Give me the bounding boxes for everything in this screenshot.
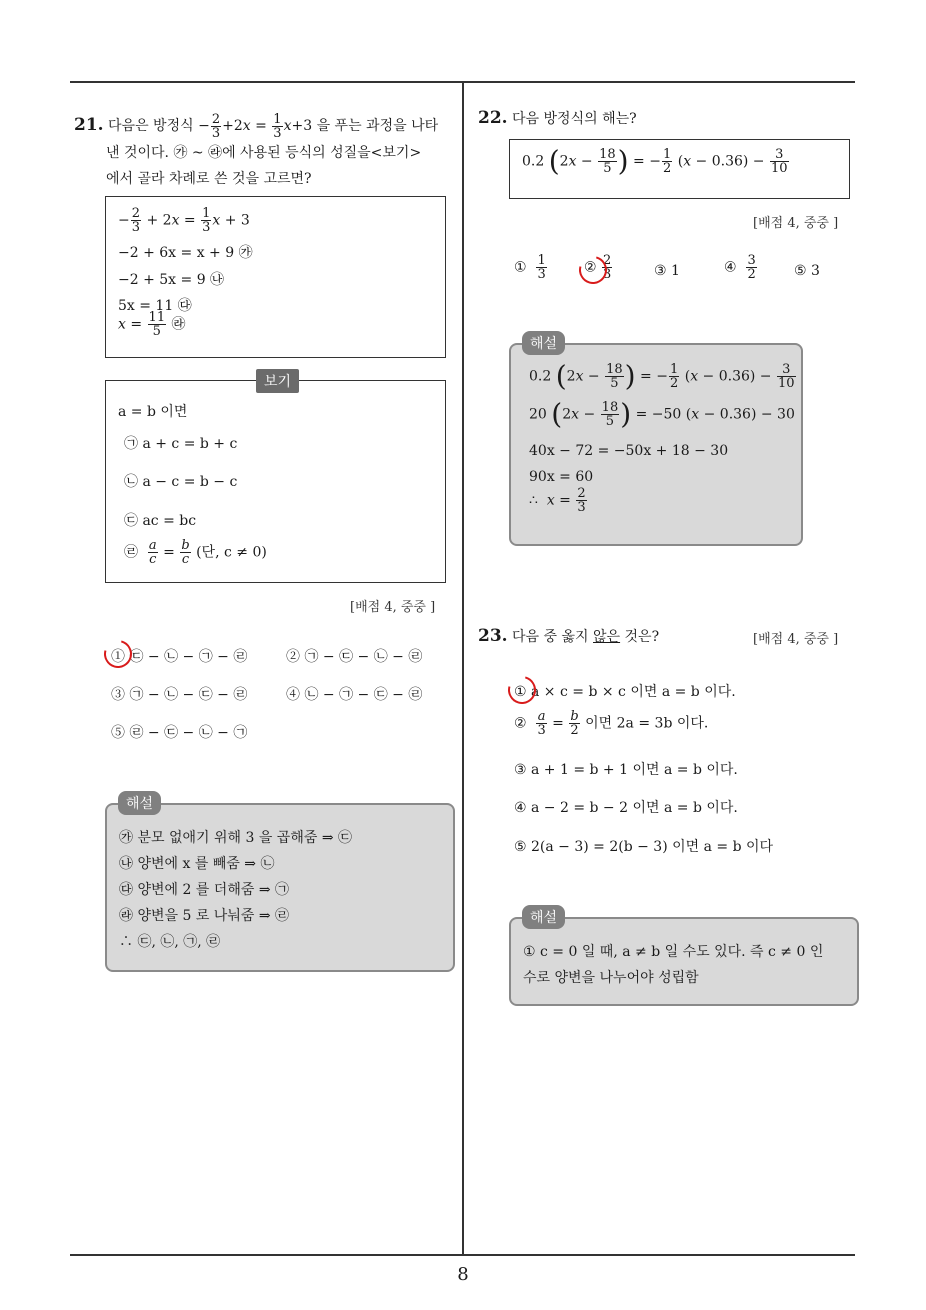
q23-question: 23. 다음 중 옳지 않은 것은?	[478, 626, 660, 646]
q21-haesul-tag: 해설	[118, 791, 161, 815]
q21-bogi-item-0: ㉠ a + c = b + c	[124, 436, 238, 452]
q22-choice-5[interactable]: ⑤ 3	[794, 263, 820, 279]
q22-haesul-line-1: 20 (2x − $\frac{18}{5}$ ) = −50 (x − 0.36) − 30	[529, 397, 795, 431]
q21-haesul-line-1: ㉯ 양변에 x 를 빼줌 ⇒ ㉡	[119, 856, 275, 872]
q23-choice-5[interactable]: ⑤ 2(a − 3) = 2(b − 3) 이면 a = b 이다	[514, 839, 774, 855]
q21-step-4: x = $\frac{11}{5}$ ㉱	[118, 310, 186, 339]
q21-question: 21. 다음은 방정식 − $\frac{2}{3}$ +2x = $\frac{1}{3}$ x+3 을 푸는 과정을 나타 낸 것이다. ㉮ ~ ㉱에 사용된 등식의 성질을<보기> 에서 골라 차례로 쓴 것을 고르면?	[74, 111, 439, 187]
q21-haesul-line-4: ∴ ㉢, ㉡, ㉠, ㉣	[119, 934, 221, 950]
q22-haesul-line-2: 40x − 72 = −50x + 18 − 30	[529, 443, 729, 459]
q22-choice-1[interactable]: ① $\frac{1}{3}$	[514, 253, 546, 282]
q23-answer-mark	[503, 671, 541, 709]
q22-haesul-tag: 해설	[522, 331, 565, 355]
q21-step-0: − $\frac{2}{3}$ + 2x = $\frac{1}{3}$ x + 3	[118, 206, 250, 235]
q23-haesul-tag: 해설	[522, 905, 565, 929]
q21-step-2: −2 + 5x = 9 ㉯	[118, 272, 225, 288]
q22-meta: [배점 4, 중중 ]	[753, 216, 839, 231]
q21-choice-4[interactable]: ④ ㉡ − ㉠ − ㉢ − ㉣	[286, 687, 423, 703]
q21-number: 21.	[74, 115, 104, 135]
q23-meta: [배점 4, 중중 ]	[753, 632, 839, 647]
q21-haesul-line-0: ㉮ 분모 없애기 위해 3 을 곱해줌 ⇒ ㉢	[119, 830, 353, 846]
q22-number: 22.	[478, 108, 508, 128]
q22-equation-box	[509, 139, 850, 199]
q21-bogi-item-2: ㉢ ac = bc	[124, 513, 197, 529]
q21-bogi-box	[105, 380, 446, 583]
q21-answer-mark	[99, 635, 137, 673]
q21-steps-box	[105, 196, 446, 358]
column-divider	[462, 82, 464, 1255]
q22-choice-4[interactable]: ④ $\frac{3}{2}$	[724, 253, 756, 282]
q21-bogi-item-3: ㉣ $\frac{a}{c}$ = $\frac{b}{c}$ (단, c ≠ 0)	[124, 538, 267, 567]
q21-haesul-line-2: ㉰ 양변에 2 를 더해줌 ⇒ ㉠	[119, 882, 290, 898]
q21-haesul-box	[105, 803, 455, 972]
q23-number: 23.	[478, 626, 508, 646]
q21-choice-2[interactable]: ② ㉠ − ㉢ − ㉡ − ㉣	[286, 649, 423, 665]
q21-step-3: 5x = 11 ㉰	[118, 298, 192, 314]
q21-step-1: −2 + 6x = x + 9 ㉮	[118, 245, 253, 261]
q23-haesul-box	[509, 917, 859, 1006]
q22-haesul-line-4: ∴ x = $\frac{2}{3}$	[529, 486, 586, 515]
q22-choice-3[interactable]: ③ 1	[654, 263, 680, 279]
bottom-rule	[70, 1254, 855, 1256]
q21-bogi-intro: a = b 이면	[118, 404, 188, 420]
q22-equation: 0.2 (2x − $\frac{18}{5}$ ) = − $\frac{1}{2}$ (x − 0.36) − $\frac{3}{10}$	[522, 144, 788, 178]
q22-haesul-line-0: 0.2 (2x − $\frac{18}{5}$ ) = − $\frac{1}{2}$ (x − 0.36) − $\frac{3}{10}$	[529, 359, 795, 393]
q21-bogi-item-1: ㉡ a − c = b − c	[124, 474, 238, 490]
q22-question: 22. 다음 방정식의 해는?	[478, 108, 637, 128]
q23-choice-1[interactable]: ① a × c = b × c 이면 a = b 이다.	[514, 684, 736, 700]
q21-choice-3[interactable]: ③ ㉠ − ㉡ − ㉢ − ㉣	[111, 687, 248, 703]
q21-haesul-line-3: ㉱ 양변을 5 로 나눠줌 ⇒ ㉣	[119, 908, 290, 924]
q23-negation: 않은	[593, 629, 621, 645]
q21-choice-5[interactable]: ⑤ ㉣ − ㉢ − ㉡ − ㉠	[111, 725, 248, 741]
q21-choice-1[interactable]: ① ㉢ − ㉡ − ㉠ − ㉣	[111, 649, 248, 665]
q23-haesul-line-1: 수로 양변을 나누어야 성립함	[523, 970, 699, 986]
q23-haesul-line-0: ① c = 0 일 때, a ≠ b 일 수도 있다. 즉 c ≠ 0 인	[523, 944, 824, 960]
q21-bogi-tag: 보기	[256, 369, 299, 393]
q22-choice-2[interactable]: ② $\frac{2}{3}$	[584, 253, 612, 282]
q22-haesul-line-3: 90x = 60	[529, 469, 594, 485]
q21-equation: − $\frac{2}{3}$ +2x = $\frac{1}{3}$ x+3	[198, 111, 313, 141]
q23-choice-2[interactable]: ② $\frac{a}{3}$ = $\frac{b}{2}$ 이면 2a = 3b 이다.	[514, 709, 709, 738]
q21-meta: [배점 4, 중중 ]	[350, 600, 436, 615]
q22-haesul-box	[509, 343, 803, 546]
q23-choice-4[interactable]: ④ a − 2 = b − 2 이면 a = b 이다.	[514, 800, 738, 816]
q23-choice-3[interactable]: ③ a + 1 = b + 1 이면 a = b 이다.	[514, 762, 738, 778]
page-number: 8	[457, 1264, 469, 1285]
